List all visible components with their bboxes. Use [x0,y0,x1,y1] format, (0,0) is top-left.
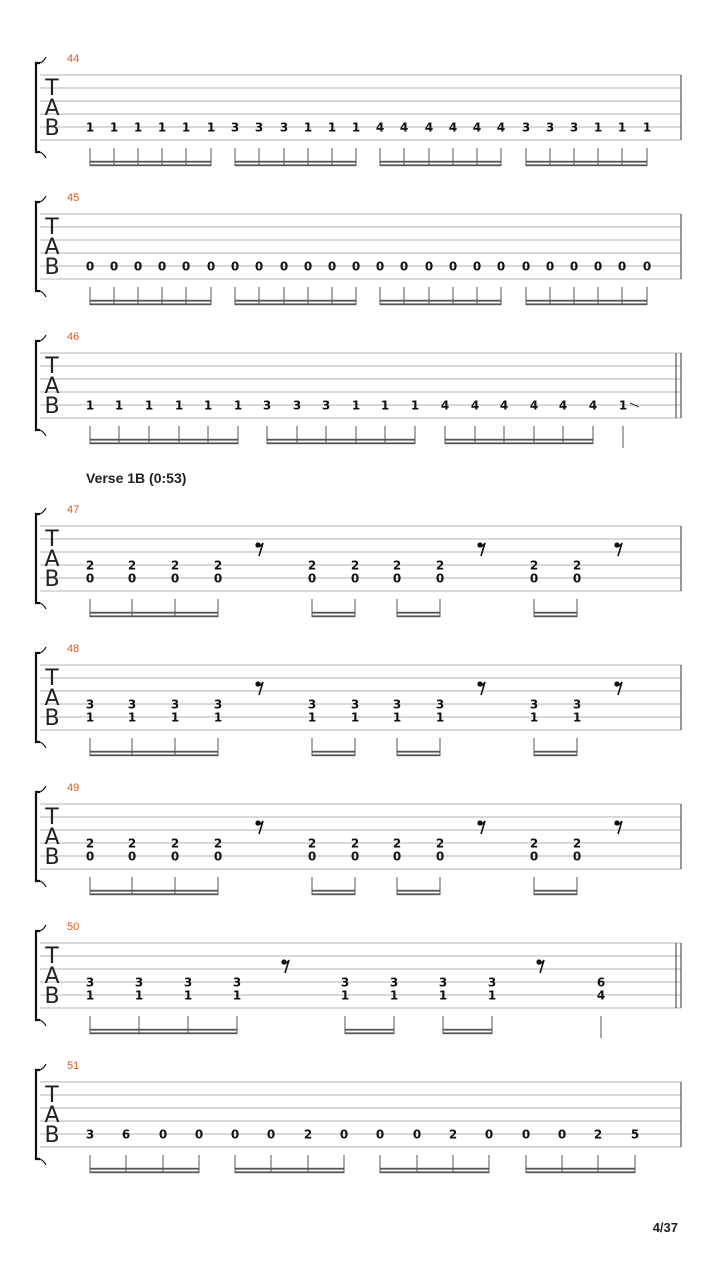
fret-number: 1 [392,710,402,725]
fret-number: 3 [230,120,240,135]
tab-system [36,1060,681,1173]
fret-number: 4 [499,398,509,413]
beam [235,300,356,302]
fret-number: 1 [350,710,360,725]
beam [534,754,577,756]
beam [397,615,440,617]
beam [90,751,218,753]
beam [526,300,647,302]
fret-number: 0 [435,571,445,586]
tab-system [36,643,681,756]
fret-number: 0 [213,849,223,864]
beam [267,439,415,441]
tab-clef-letter: T [45,666,59,691]
beam [526,1168,635,1170]
fret-number: 1 [174,398,184,413]
tab-clef-letter: B [44,845,60,870]
fret-number: 1 [529,710,539,725]
beam [90,1029,237,1031]
fret-number: 0 [158,1127,168,1142]
beam [397,754,440,756]
beam [380,1171,489,1173]
fret-number: 6 [121,1127,131,1142]
fret-number: 4 [496,120,506,135]
fret-number: 2 [170,836,180,851]
system-bracket [36,341,40,430]
tab-clef-letter: B [44,706,60,731]
fret-number: 0 [351,259,361,274]
fret-number: 2 [350,836,360,851]
fret-number: 0 [529,571,539,586]
fret-number: 1 [618,398,628,413]
tab-clef-letter: B [44,984,60,1009]
beam [235,164,356,166]
tab-clef-letter: A [44,547,60,572]
fret-number: 3 [521,120,531,135]
tab-clef-letter: A [44,686,60,711]
beam [312,615,355,617]
beam [397,893,440,895]
system-bracket [36,514,40,603]
fret-number: 3 [85,1127,95,1142]
fret-number: 0 [254,259,264,274]
beam [445,442,593,444]
fret-number: 1 [572,710,582,725]
fret-number: 4 [588,398,598,413]
system-bracket [36,63,40,152]
fret-number: 2 [435,836,445,851]
fret-number: 1 [157,120,167,135]
tab-system [36,53,681,166]
fret-number: 0 [279,259,289,274]
fret-number: 0 [435,849,445,864]
fret-number: 1 [351,120,361,135]
beam [312,751,355,753]
fret-number: 1 [389,988,399,1003]
tab-system [36,504,681,617]
beam [380,303,501,305]
fret-number: 1 [134,988,144,1003]
fret-number: 1 [307,710,317,725]
beam [235,161,356,163]
fret-number: 0 [424,259,434,274]
fret-number: 3 [545,120,555,135]
fret-number: 0 [85,571,95,586]
fret-number: 1 [487,988,497,1003]
fret-number: 0 [303,259,313,274]
fret-number: 3 [183,975,193,990]
fret-number: 1 [144,398,154,413]
fret-number: 0 [375,1127,385,1142]
beam [345,1032,394,1034]
tab-clef-letter: A [44,235,60,260]
tab-clef-letter: B [44,394,60,419]
fret-number: 1 [232,988,242,1003]
fret-number: 1 [642,120,652,135]
fret-number: 1 [303,120,313,135]
beam [443,1029,492,1031]
fret-number: 3 [392,697,402,712]
beam [90,1171,199,1173]
beam [534,893,577,895]
beam [235,1171,344,1173]
bar-number: 46 [67,331,80,343]
fret-number: 0 [230,1127,240,1142]
fret-number: 3 [262,398,272,413]
fret-number: 4 [529,398,539,413]
fret-number: 2 [392,836,402,851]
beam [235,1168,344,1170]
system-bracket [36,202,40,291]
fret-number: 0 [484,1127,494,1142]
fret-number: 0 [133,259,143,274]
fret-number: 6 [596,975,606,990]
fret-number: 5 [630,1127,640,1142]
fret-number: 4 [375,120,385,135]
beam [235,303,356,305]
tab-clef-letter: A [44,1103,60,1128]
fret-number: 3 [487,975,497,990]
fret-number: 3 [572,697,582,712]
fret-number: 2 [303,1127,313,1142]
fret-number: 0 [557,1127,567,1142]
fret-number: 4 [470,398,480,413]
fret-number: 1 [380,398,390,413]
fret-number: 4 [440,398,450,413]
bar-number: 49 [67,782,80,794]
fret-number: 0 [85,259,95,274]
fret-number: 1 [170,710,180,725]
beam [90,164,211,166]
fret-number: 0 [327,259,337,274]
beam [534,890,577,892]
fret-number: 0 [593,259,603,274]
tab-clef-letter: T [45,1083,59,1108]
fret-number: 0 [307,571,317,586]
beam [90,893,218,895]
beam [312,612,355,614]
tab-system [36,192,681,305]
fret-number: 0 [350,849,360,864]
system-bracket [36,653,40,742]
fret-number: 0 [170,849,180,864]
tab-clef-letter: B [44,567,60,592]
fret-number: 3 [213,697,223,712]
beam [397,890,440,892]
tab-clef-letter: T [45,354,59,379]
fret-number: 3 [292,398,302,413]
bar-number: 48 [67,643,80,655]
fret-number: 3 [350,697,360,712]
fret-number: 2 [593,1127,603,1142]
tab-system [36,782,681,895]
fret-number: 0 [339,1127,349,1142]
fret-number: 3 [170,697,180,712]
tab-clef-letter: T [45,527,59,552]
fret-number: 2 [392,558,402,573]
fret-number: 0 [572,849,582,864]
tab-clef-letter: B [44,255,60,280]
fret-number: 0 [521,259,531,274]
fret-number: 1 [181,120,191,135]
fret-number: 2 [572,836,582,851]
fret-number: 1 [206,120,216,135]
tab-clef-letter: A [44,96,60,121]
fret-number: 1 [410,398,420,413]
fret-number: 0 [521,1127,531,1142]
beam [312,754,355,756]
fret-number: 3 [529,697,539,712]
beam [267,442,415,444]
beam [90,615,218,617]
fret-number: 1 [109,120,119,135]
fret-number: 2 [307,558,317,573]
fret-number: 2 [85,558,95,573]
fret-number: 0 [399,259,409,274]
fret-number: 4 [472,120,482,135]
fret-number: 1 [351,398,361,413]
fret-number: 0 [230,259,240,274]
fret-number: 0 [109,259,119,274]
fret-number: 0 [157,259,167,274]
fret-number: 3 [85,697,95,712]
fret-number: 0 [392,849,402,864]
bar-number: 44 [67,53,80,65]
fret-number: 0 [529,849,539,864]
fret-number: 1 [327,120,337,135]
fret-number: 0 [127,849,137,864]
beam [397,612,440,614]
fret-number: 1 [593,120,603,135]
fret-number: 4 [596,988,606,1003]
fret-number: 0 [617,259,627,274]
fret-number: 1 [183,988,193,1003]
tab-clef-letter: A [44,964,60,989]
tab-clef-letter: B [44,116,60,141]
beam [90,161,211,163]
fret-number: 3 [438,975,448,990]
fret-number: 1 [213,710,223,725]
fret-number: 2 [572,558,582,573]
beam [380,300,501,302]
fret-number: 0 [194,1127,204,1142]
beam [526,161,647,163]
fret-number: 3 [254,120,264,135]
bar-number: 50 [67,921,80,933]
fret-number: 3 [321,398,331,413]
fret-number: 0 [206,259,216,274]
beam [90,612,218,614]
beam [397,751,440,753]
fret-number: 0 [448,259,458,274]
beam [534,615,577,617]
tab-clef-letter: T [45,215,59,240]
fret-number: 1 [85,988,95,1003]
beam [90,439,238,441]
fret-number: 2 [213,836,223,851]
beam [380,164,501,166]
fret-number: 4 [558,398,568,413]
page-indicator: 4/37 [652,1220,678,1235]
fret-number: 1 [435,710,445,725]
beam [526,303,647,305]
beam [90,890,218,892]
fret-number: 3 [307,697,317,712]
beam [380,1168,489,1170]
fret-number: 0 [569,259,579,274]
fret-number: 1 [85,120,95,135]
beam [90,754,218,756]
beam [345,1029,394,1031]
beam [526,1171,635,1173]
fret-number: 3 [232,975,242,990]
tab-clef-letter: A [44,374,60,399]
beam [90,442,238,444]
beam [90,1168,199,1170]
fret-number: 2 [213,558,223,573]
bar-number: 47 [67,504,80,516]
fret-number: 0 [85,849,95,864]
fret-number: 2 [85,836,95,851]
system-bracket [36,792,40,881]
beam [445,439,593,441]
tab-system [36,331,681,448]
fret-number: 2 [435,558,445,573]
fret-number: 0 [392,571,402,586]
fret-number: 2 [170,558,180,573]
fret-number: 1 [133,120,143,135]
fret-number: 4 [448,120,458,135]
fret-number: 3 [340,975,350,990]
fret-number: 1 [114,398,124,413]
fret-number: 1 [85,398,95,413]
fret-number: 1 [127,710,137,725]
fret-number: 1 [340,988,350,1003]
fret-number: 3 [134,975,144,990]
fret-number: 0 [170,571,180,586]
system-bracket [36,1070,40,1159]
tab-clef-letter: B [44,1123,60,1148]
fret-number: 1 [617,120,627,135]
fret-number: 1 [85,710,95,725]
fret-number: 0 [307,849,317,864]
beam [380,161,501,163]
beam [90,303,211,305]
fret-number: 2 [529,836,539,851]
fret-number: 0 [181,259,191,274]
beam [312,890,355,892]
bar-number: 51 [67,1060,80,1072]
tab-clef-letter: T [45,805,59,830]
fret-number: 0 [213,571,223,586]
fret-number: 3 [279,120,289,135]
tab-clef-letter: T [45,944,59,969]
fret-number: 1 [438,988,448,1003]
fret-number: 0 [127,571,137,586]
fret-number: 0 [350,571,360,586]
fret-number: 0 [572,571,582,586]
fret-number: 2 [529,558,539,573]
fret-number: 3 [569,120,579,135]
section-marker: Verse 1B (0:53) [86,470,187,486]
beam [534,612,577,614]
fret-number: 3 [435,697,445,712]
fret-number: 3 [389,975,399,990]
beam [526,164,647,166]
fret-number: 2 [350,558,360,573]
tab-clef-letter: A [44,825,60,850]
fret-number: 0 [545,259,555,274]
fret-number: 0 [375,259,385,274]
beam [443,1032,492,1034]
bar-number: 45 [67,192,80,204]
beam [534,751,577,753]
system-bracket [36,931,40,1020]
fret-number: 0 [472,259,482,274]
fret-number: 1 [233,398,243,413]
fret-number: 2 [448,1127,458,1142]
tab-system [36,921,681,1038]
fret-number: 4 [424,120,434,135]
fret-number: 1 [203,398,213,413]
beam [90,1032,237,1034]
fret-number: 2 [127,558,137,573]
fret-number: 2 [127,836,137,851]
fret-number: 4 [399,120,409,135]
fret-number: 0 [412,1127,422,1142]
beam [90,300,211,302]
fret-number: 2 [307,836,317,851]
fret-number: 0 [266,1127,276,1142]
tab-clef-letter: T [45,76,59,101]
fret-number: 0 [642,259,652,274]
fret-number: 0 [496,259,506,274]
fret-number: 3 [85,975,95,990]
beam [312,893,355,895]
fret-number: 3 [127,697,137,712]
